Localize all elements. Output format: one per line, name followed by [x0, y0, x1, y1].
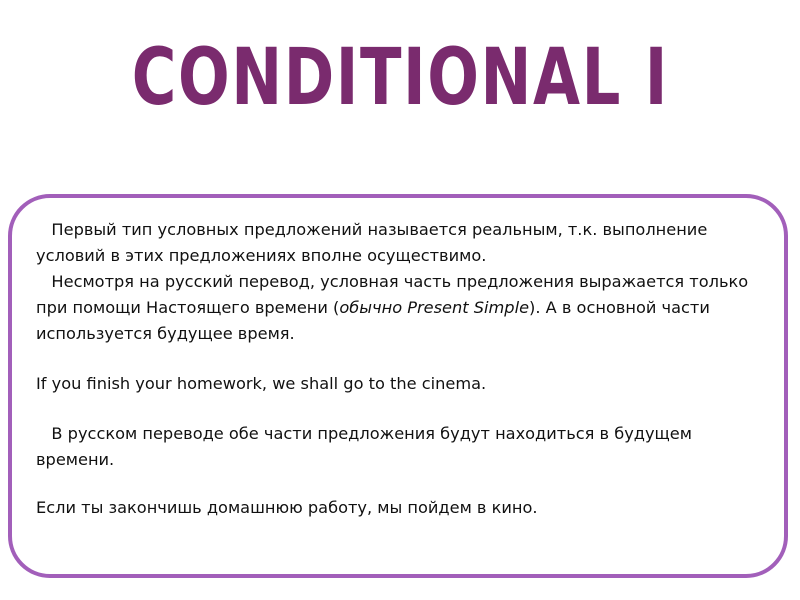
tense-rule-end: ). А в основной части используется будущее время.: [36, 298, 710, 343]
slide-title-text: CONDITIONAL I: [131, 33, 669, 123]
spacer: [36, 473, 771, 495]
paragraph-tense-rule: [36, 269, 771, 347]
paragraph-definition: Первый тип условных предложений называется реальным, т.к. выполнение условий в этих предложениях вполне осуществимо.: [36, 220, 708, 265]
content-text: [36, 217, 771, 521]
example-russian: Если ты закончишь домашнюю работу, мы пойдем в кино.: [36, 498, 538, 517]
spacer: [36, 397, 771, 421]
tense-rule-start: Несмотря на русский перевод, условная часть предложения выражается только при помощи Настоящего времени (: [36, 272, 749, 317]
example-english: If you finish your homework, we shall go to the cinema.: [36, 374, 487, 393]
slide-title: [0, 28, 800, 128]
spacer: [36, 347, 771, 371]
paragraph-translation-rule: В русском переводе обе части предложения будут находиться в будущем времени.: [36, 424, 692, 469]
tense-rule-italic: обычно Present Simple: [339, 298, 530, 317]
